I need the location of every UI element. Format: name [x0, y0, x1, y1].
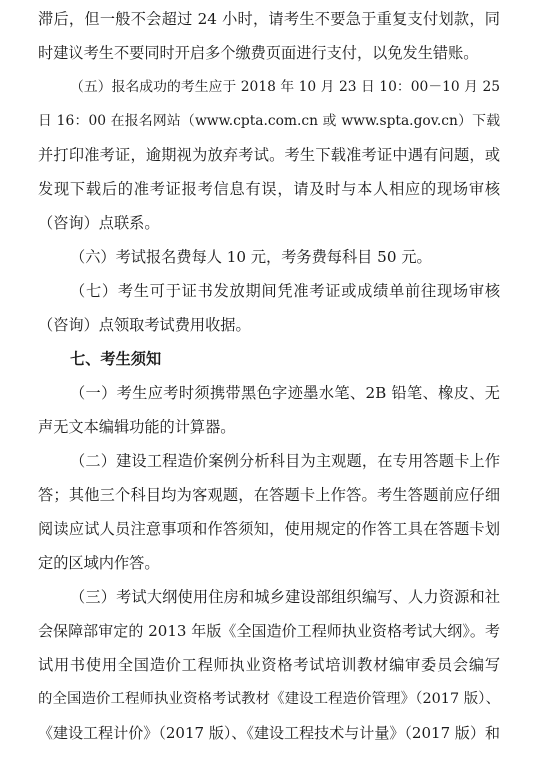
- text-line-1: 滞后，但一般不会超过 24 小时，请考生不要急于重复支付划款，同: [38, 10, 500, 28]
- text-line-21: 的全国造价工程师执业资格考试教材《建设工程造价管理》（2017 版）、: [38, 691, 500, 707]
- text-line-20: 试用书使用全国造价工程师执业资格考试培训教材编审委员会编写: [38, 656, 500, 674]
- text-line-13: 声无文本编辑功能的计算器。: [38, 418, 236, 436]
- text-line-18: （三）考试大纲使用住房和城乡建设部组织编写、人力资源和社: [70, 588, 500, 606]
- text-line-15: 答；其他三个科目均为客观题，在答题卡上作答。考生答题前应仔细: [38, 486, 500, 504]
- text-line-7: （咨询）点联系。: [38, 214, 160, 232]
- text-line-9: （七）考生可于证书发放期间凭准考证或成绩单前往现场审核: [70, 282, 500, 300]
- text-line-19: 会保障部审定的 2013 年版《全国造价工程师执业资格考试大纲》。考: [38, 622, 500, 640]
- text-line-6: 发现下载后的准考证报考信息有误，请及时与本人相应的现场审核: [38, 180, 500, 198]
- text-line-8: （六）考试报名费每人 10 元，考务费每科目 50 元。: [70, 248, 432, 266]
- section-heading: 七、考生须知: [70, 350, 162, 368]
- text-line-2: 时建议考生不要同时开启多个缴费页面进行支付，以免发生错账。: [38, 44, 479, 62]
- text-line-10: （咨询）点领取考试费用收据。: [38, 316, 251, 334]
- text-line-14: （二）建设工程造价案例分析科目为主观题，在专用答题卡上作: [70, 452, 500, 470]
- text-line-17: 定的区域内作答。: [38, 554, 160, 572]
- text-line-5: 并打印准考证，逾期视为放弃考试。考生下载准考证中遇有问题，或: [38, 146, 500, 164]
- text-line-4: 日 16：00 在报名网站（www.cpta.com.cn 或 www.spta.gov.cn）下载: [38, 113, 500, 129]
- text-line-3: （五）报名成功的考生应于 2018 年 10 月 23 日 10：00－10 月 25: [70, 79, 500, 95]
- text-line-16: 阅读应试人员注意事项和作答须知，使用规定的作答工具在答题卡划: [38, 520, 500, 538]
- text-line-22: 《建设工程计价》（2017 版）、《建设工程技术与计量》（2017 版）和: [38, 724, 500, 742]
- text-line-12: （一）考生应考时须携带黑色字迹墨水笔、2B 铅笔、橡皮、无: [70, 384, 500, 402]
